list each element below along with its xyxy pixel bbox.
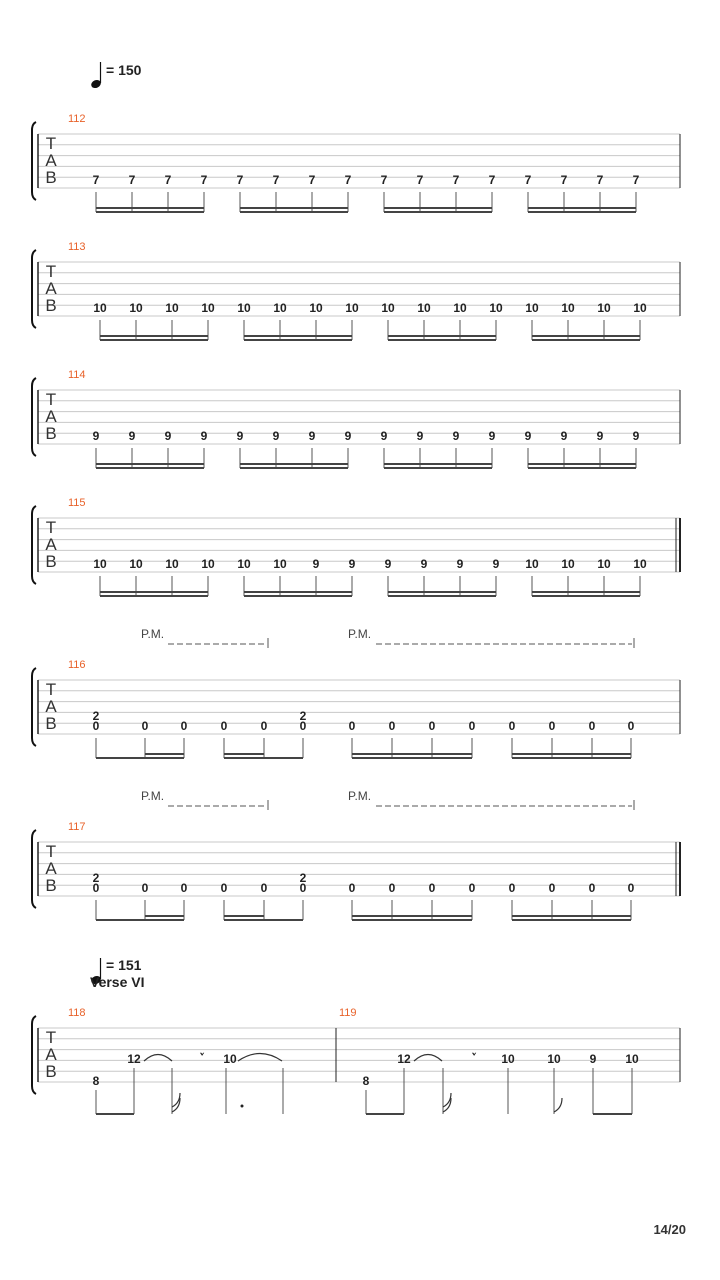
fret-number: 12 <box>397 1052 411 1066</box>
fret-number: 10 <box>165 301 179 315</box>
dot <box>241 1105 244 1108</box>
fret-number: 10 <box>223 1052 237 1066</box>
fret-number: 10 <box>561 301 575 315</box>
fret-number: 9 <box>312 557 320 571</box>
fret-number: 7 <box>452 173 460 187</box>
fret-number: 0 <box>508 881 516 895</box>
system-bracket <box>32 250 36 328</box>
fret-number: 0 <box>468 881 476 895</box>
fret-number: 0 <box>588 719 596 733</box>
fret-number: 2 <box>92 871 100 885</box>
fret-number: 9 <box>308 429 316 443</box>
tab-clef-t: T <box>45 390 57 409</box>
bar-number: 118 <box>68 1007 86 1019</box>
fret-number: 10 <box>525 557 539 571</box>
system-bracket <box>32 668 36 746</box>
fret-number: 0 <box>388 719 396 733</box>
fret-number: 9 <box>164 429 172 443</box>
fret-number: 10 <box>417 301 431 315</box>
fret-number: 10 <box>381 301 395 315</box>
fret-number: 10 <box>309 301 323 315</box>
fret-number: 10 <box>547 1052 561 1066</box>
fret-number: 10 <box>597 301 611 315</box>
fret-number: 7 <box>488 173 496 187</box>
fret-number: 9 <box>452 429 460 443</box>
tab-clef-a: A <box>45 279 57 298</box>
fret-number: 10 <box>237 301 251 315</box>
fret-number: 10 <box>489 301 503 315</box>
rest-sixteenth <box>199 1052 205 1056</box>
tab-clef-b: B <box>45 876 57 895</box>
fret-number: 9 <box>488 429 496 443</box>
palm-mute-label: P.M. <box>141 789 165 803</box>
fret-number: 2 <box>299 871 307 885</box>
fret-number: 0 <box>627 881 635 895</box>
fret-number: 7 <box>524 173 532 187</box>
fret-number: 7 <box>164 173 172 187</box>
fret-number: 10 <box>165 557 179 571</box>
fret-number: 9 <box>92 429 100 443</box>
bar-number: 115 <box>68 497 86 509</box>
fret-number: 10 <box>625 1052 639 1066</box>
fret-number: 10 <box>201 557 215 571</box>
fret-number: 0 <box>548 881 556 895</box>
fret-number: 0 <box>92 881 100 895</box>
fret-number: 7 <box>380 173 388 187</box>
bar-number: 116 <box>68 659 86 671</box>
fret-number: 0 <box>92 719 100 733</box>
fret-number: 10 <box>273 301 287 315</box>
tab-clef-b: B <box>45 552 57 571</box>
fret-number: 9 <box>348 557 356 571</box>
fret-number: 0 <box>627 719 635 733</box>
fret-number: 10 <box>453 301 467 315</box>
fret-number: 9 <box>524 429 532 443</box>
fret-number: 10 <box>345 301 359 315</box>
tab-clef-t: T <box>45 518 57 537</box>
tab-clef-a: A <box>45 859 57 878</box>
fret-number: 9 <box>384 557 392 571</box>
tab-clef-t: T <box>45 134 57 153</box>
fret-number: 7 <box>416 173 424 187</box>
fret-number: 0 <box>299 719 307 733</box>
palm-mute-label: P.M. <box>348 627 372 641</box>
fret-number: 7 <box>344 173 352 187</box>
rest-sixteenth <box>471 1052 477 1056</box>
fret-number: 0 <box>508 719 516 733</box>
fret-number: 10 <box>633 557 647 571</box>
fret-number: 9 <box>380 429 388 443</box>
system-bracket <box>32 1016 36 1094</box>
fret-number: 9 <box>272 429 280 443</box>
fret-number: 0 <box>548 719 556 733</box>
tab-clef-a: A <box>45 151 57 170</box>
fret-number: 0 <box>141 881 149 895</box>
fret-number: 9 <box>589 1052 597 1066</box>
fret-number: 9 <box>200 429 208 443</box>
fret-number: 8 <box>92 1074 100 1088</box>
fret-number: 9 <box>236 429 244 443</box>
tab-clef-t: T <box>45 262 57 281</box>
fret-number: 7 <box>632 173 640 187</box>
fret-number: 0 <box>260 719 268 733</box>
fret-number: 10 <box>597 557 611 571</box>
fret-number: 12 <box>127 1052 141 1066</box>
fret-number: 9 <box>492 557 500 571</box>
page-number: 14/20 <box>653 1222 686 1237</box>
tie <box>238 1054 282 1062</box>
fret-number: 7 <box>92 173 100 187</box>
fret-number: 8 <box>362 1074 370 1088</box>
fret-number: 0 <box>141 719 149 733</box>
fret-number: 10 <box>93 301 107 315</box>
fret-number: 10 <box>129 301 143 315</box>
fret-number: 10 <box>201 301 215 315</box>
tab-clef-b: B <box>45 168 57 187</box>
fret-number: 10 <box>633 301 647 315</box>
fret-number: 7 <box>236 173 244 187</box>
fret-number: 9 <box>456 557 464 571</box>
fret-number: 0 <box>468 719 476 733</box>
fret-number: 7 <box>596 173 604 187</box>
fret-number: 0 <box>388 881 396 895</box>
fret-number: 0 <box>180 881 188 895</box>
fret-number: 0 <box>428 881 436 895</box>
fret-number: 0 <box>588 881 596 895</box>
tab-clef-b: B <box>45 714 57 733</box>
fret-number: 10 <box>129 557 143 571</box>
palm-mute-label: P.M. <box>348 789 372 803</box>
fret-number: 0 <box>348 881 356 895</box>
tab-clef-t: T <box>45 1028 57 1047</box>
fret-number: 10 <box>237 557 251 571</box>
bar-number: 114 <box>68 369 86 381</box>
tab-clef-b: B <box>45 1062 57 1081</box>
tab-clef-t: T <box>45 842 57 861</box>
bar-number: 117 <box>68 821 86 833</box>
fret-number: 7 <box>272 173 280 187</box>
fret-number: 2 <box>92 709 100 723</box>
fret-number: 9 <box>632 429 640 443</box>
fret-number: 10 <box>273 557 287 571</box>
fret-number: 9 <box>416 429 424 443</box>
fret-number: 0 <box>180 719 188 733</box>
bar-number: 112 <box>68 113 86 125</box>
palm-mute-label: P.M. <box>141 627 165 641</box>
fret-number: 9 <box>560 429 568 443</box>
fret-number: 10 <box>501 1052 515 1066</box>
tempo-marking-150: = 150 <box>106 62 142 78</box>
fret-number: 9 <box>344 429 352 443</box>
fret-number: 10 <box>93 557 107 571</box>
fret-number: 0 <box>260 881 268 895</box>
fret-number: 7 <box>560 173 568 187</box>
tab-clef-b: B <box>45 424 57 443</box>
fret-number: 7 <box>200 173 208 187</box>
fret-number: 2 <box>299 709 307 723</box>
system-bracket <box>32 506 36 584</box>
fret-number: 7 <box>128 173 136 187</box>
fret-number: 9 <box>420 557 428 571</box>
tab-clef-a: A <box>45 697 57 716</box>
fret-number: 0 <box>299 881 307 895</box>
fret-number: 0 <box>220 719 228 733</box>
fret-number: 0 <box>428 719 436 733</box>
bar-number: 113 <box>68 241 86 253</box>
fret-number: 9 <box>128 429 136 443</box>
section-label-verse-vi: Verse VI <box>90 974 145 990</box>
tab-clef-a: A <box>45 407 57 426</box>
tab-clef-b: B <box>45 296 57 315</box>
tab-clef-a: A <box>45 535 57 554</box>
system-bracket <box>32 378 36 456</box>
tab-clef-t: T <box>45 680 57 699</box>
fret-number: 7 <box>308 173 316 187</box>
fret-number: 10 <box>561 557 575 571</box>
tempo-marking-151: = 151 <box>106 957 142 973</box>
bar-number: 119 <box>339 1007 357 1019</box>
tab-clef-a: A <box>45 1045 57 1064</box>
fret-number: 9 <box>596 429 604 443</box>
system-bracket <box>32 122 36 200</box>
system-bracket <box>32 830 36 908</box>
note-flag <box>554 1098 562 1112</box>
fret-number: 10 <box>525 301 539 315</box>
fret-number: 0 <box>220 881 228 895</box>
fret-number: 0 <box>348 719 356 733</box>
